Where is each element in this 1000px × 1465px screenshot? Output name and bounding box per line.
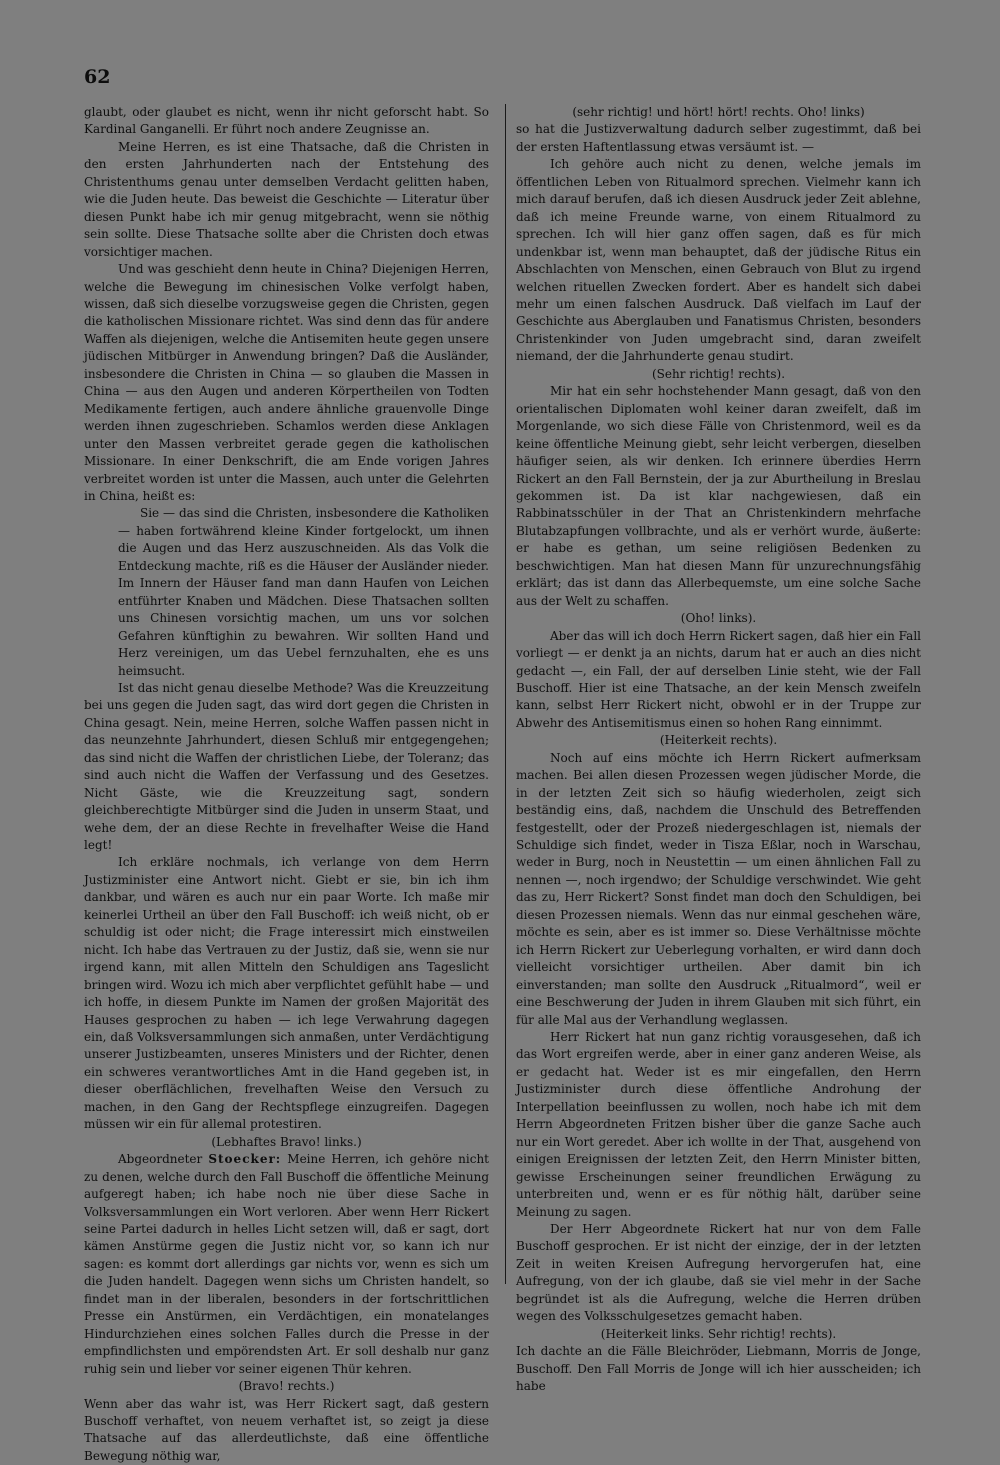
- paragraph: Meine Herren, es ist eine Thatsache, daß die Christen in den ersten Jahrhunderten nach der Entstehung des Christenthums genau unter demselben Verdacht gelitten haben, wie die Juden heute. Das beweist die Geschichte — Literatur über diesen Punkt habe ich mir genug mitgebracht, wenn sie nöthig sein sollte. Diese Thatsache sollte aber die Christen doch etwas vorsichtiger machen.: [84, 139, 489, 259]
- interjection: (Sehr richtig! rechts).: [651, 366, 786, 381]
- paragraph: Mir hat ein sehr hochstehender Mann gesagt, daß von den orientalischen Diplomaten wohl keiner daran zweifelt, daß im Morgenlande, wo sich diese Fälle von Christenmord, weil es da keine öffentliche Meinung giebt, sehr leicht verbergen, dieselben häufiger seien, als wir denken. Ich erinnere überdies Herrn Rickert an den Fall Bernstein, der ja zur Aburtheilung in Breslau gekommen ist. Da ist klar nachgewiesen, daß ein Rabbinatsschüler in der That an Christenkindern mehrfache Blutabzapfungen vollbrachte, und als er verhört wurde, äußerte: er habe es gethan, um seine religiösen Bedenken zu beschwichtigen. Man hat diesen Mann für unzurechnungsfähig erklärt; das ist dann das Allerbequemste, um eine solche Sache aus der Welt zu schaffen.: [516, 384, 921, 608]
- speaker-name: Stoecker:: [208, 1152, 282, 1167]
- right-column: [516, 104, 921, 1396]
- page-number: 62: [84, 66, 111, 88]
- paragraph: Der Herr Abgeordnete Rickert hat nur von dem Falle Buschoff gesprochen. Er ist nicht der einzige, der in der letzten Zeit in weiten Kreisen Aufregung hervorgerufen hat, eine Aufregung, von der ich glaube, daß sie viel mehr in der Sache begründet ist als die Aufregung, welche die Herren drüben wegen des Volksschulgesetzes gemacht haben.: [516, 1222, 921, 1324]
- interjection: (Lebhaftes Bravo! links.): [211, 1134, 362, 1149]
- paragraph: Herr Rickert hat nun ganz richtig vorausgesehen, daß ich das Wort ergreifen werde, aber in einer ganz anderen Weise, als er gedacht hat. Weder ist es mir eingefallen, den Herrn Justizminister durch diese öffentliche Androhung der Interpellation beeinflussen zu wollen, noch habe ich mit dem Herrn Abgeordneten Fritzen bisher über die ganze Sache auch nur ein Wort geredet. Aber ich wollte in der That, ausgehend von einigen Ereignissen der letzten Zeit, den Herrn Minister bitten, gewisse Erscheinungen seiner freundlichen Erwägung zu unterbreiten und, wenn er es für nöthig hält, darüber seine Meinung zu sagen.: [516, 1030, 921, 1219]
- paragraph: Wenn aber das wahr ist, was Herr Rickert sagt, daß gestern Buschoff verhaftet, von neuem verhaftet ist, so zeigt ja diese Thatsache auf das allerdeutlichste, daß eine öffentliche Bewegung nöthig war,: [84, 1396, 489, 1463]
- interjection: (sehr richtig! und hört! hört! rechts. Oho! links): [572, 105, 865, 119]
- paragraph: Noch auf eins möchte ich Herrn Rickert aufmerksam machen. Bei allen diesen Prozessen wegen jüdischer Morde, die in der letzten Zeit sich so häufig wiederholen, zeigt sich beständig eins, daß, nachdem die Unschuld des Betreffenden festgestellt, oder der Prozeß niedergeschlagen ist, niemals der Schuldige sich findet, weder in Tisza Eßlar, noch in Warschau, weder in Burg, noch in Neustettin — um einen ähnlichen Fall zu nennen —, noch irgendwo; der Schuldige verschwindet. Wie geht das zu, Herr Rickert? Sonst findet man doch den Schuldigen, bei diesen Prozessen niemals. Wenn das nur einmal geschehen wäre, möchte es sein, aber es ist immer so. Diese Verhältnisse möchte ich Herrn Rickert zur Ueberlegung vorhalten, er wird dann doch vielleicht vorsichtiger urtheilen. Aber damit bin ich einverstanden; man sollte den Ausdruck „Ritualmord“, weil er eine Beschwerung der Juden in ihrem Glauben mit sich führt, ein für alle Mal aus der Verhandlung weglassen.: [516, 750, 921, 1027]
- left-column: [84, 104, 489, 1465]
- paragraph: Ich erkläre nochmals, ich verlange von dem Herrn Justizminister eine Antwort nicht. Giebt er sie, bin ich ihm dankbar, und wären es auch nur ein paar Worte. Ich maße mir keinerlei Urtheil an über den Fall Buschoff: ich weiß nicht, ob er schuldig ist oder nicht; die Frage interessirt mich einstweilen nicht. Ich habe das Vertrauen zu der Justiz, daß sie, wenn sie nur irgend kann, mit allen Mitteln den Schuldigen ans Tageslicht bringen wird. Wozu ich mich aber verpflichtet gefühlt habe — und ich hoffe, in diesem Punkte im Namen der großen Majorität des Hauses gesprochen zu haben — ich lege Verwahrung dagegen ein, daß Volksversammlungen sich anmaßen, unter Verdächtigung unserer Justizbeamten, unseres Ministers und der Richter, denen ein schweres verantwortliches Amt in die Hand gegeben ist, in dieser oberflächlichen, frevelhaften Weise den Versuch zu machen, in den Gang der Rechtspflege einzugreifen. Dagegen müssen wir ein für allemal protestiren.: [84, 855, 489, 1132]
- speaker-paragraph: [84, 1151, 489, 1378]
- interjection: (Bravo! rechts.): [238, 1379, 335, 1394]
- paragraph: Ich dachte an die Fälle Bleichröder, Liebmann, Morris de Jonge, Buschoff. Den Fall Morris de Jonge will ich hier ausscheiden; ich habe: [516, 1344, 921, 1394]
- paragraph: glaubt, oder glaubet es nicht, wenn ihr nicht geforscht habt. So Kardinal Ganganelli. Er führt noch andere Zeugnisse an.: [84, 105, 489, 137]
- paragraph: Aber das will ich doch Herrn Rickert sagen, daß hier ein Fall vorliegt — er denkt ja an nichts, darum hat er auch an dies nicht gedacht —, ein Fall, der auf derselben Linie steht, wie der Fall Buschoff. Hier ist eine Thatsache, an der kein Mensch zweifeln kann, selbst Herr Rickert nicht, obwohl er in der Truppe zur Abwehr des Antisemitismus einen so hohen Rang einnimmt.: [516, 628, 921, 730]
- column-divider: [505, 104, 506, 1284]
- interjection: (Heiterkeit links. Sehr richtig! rechts).: [600, 1326, 837, 1341]
- paragraph: Ist das nicht genau dieselbe Methode? Was die Kreuzzeitung bei uns gegen die Juden sagt, das wird dort gegen die Christen in China gesagt. Nein, meine Herren, solche Waffen passen nicht in das neunzehnte Jahrhundert, diesen Schluß mir entgegengehen; das sind nicht die Waffen der christlichen Liebe, der Toleranz; das sind auch nicht die Waffen der Verfassung und des Gesetzes. Nicht Gäste, wie die Kreuzzeitung sagt, sondern gleichberechtigte Mitbürger sind die Juden in unserm Staat, und wehe dem, der an diese Rechte in frevelhafter Weise die Hand legt!: [84, 680, 489, 853]
- block-quote: Sie — das sind die Christen, insbesondere die Katholiken — haben fortwährend kleine Kinder fortgelockt, um ihnen die Augen und das Herz auszuschneiden. Als das Volk die Entdeckung machte, riß es die Häuser der Ausländer nieder. Im Innern der Häuser fand man dann Haufen von Leichen entführter Knaben und Mädchen. Diese Thatsachen sollten uns Chinesen vorsichtig machen, um uns vor solchen Gefahren künftighin zu bewahren. Wir sollten Hand und Herz vereinigen, um das Uebel fernzuhalten, ehe es uns heimsucht.: [118, 506, 489, 678]
- paragraph: so hat die Justizverwaltung dadurch selber zugestimmt, daß bei der ersten Haftentlassung etwas versäumt ist. —: [516, 122, 921, 154]
- interjection: (Oho! links).: [680, 611, 757, 626]
- speaker-title: Abgeordneter: [118, 1152, 209, 1167]
- speech-text: Meine Herren, ich gehöre nicht zu denen, welche durch den Fall Buschoff die öffentliche Meinung aufgeregt haben; ich habe noch nie über diese Sache in Volksversammlungen ein Wort verloren. Aber wenn Herr Rickert seine Partei dadurch in helles Licht setzen will, daß er sagt, dort kämen Anstürme gegen die Justiz nicht vor, so kann ich nur sagen: es kommt dort allerdings gar nichts vor, wenn es sich um die Juden handelt. Dagegen wenn sichs um Christen handelt, so findet man in der liberalen, besonders in der fortschrittlichen Presse ein Anstürmen, ein Verdächtigen, ein monatelanges Hindurchziehen eines solchen Falles durch die Presse in der empfindlichsten und empörendsten Art. Er soll deshalb nur ganz ruhig sein und lieber vor seiner eigenen Thür kehren.: [84, 1152, 490, 1376]
- paragraph: Und was geschieht denn heute in China? Diejenigen Herren, welche die Bewegung im chinesischen Volke verfolgt haben, wissen, daß sich dieselbe vorzugsweise gegen die Christen, gegen die katholischen Missionare richtet. Was sind denn das für andere Waffen als diejenigen, welche die Antisemiten heute gegen unsere jüdischen Mitbürger in Anwendung bringen? Daß die Ausländer, insbesondere die Christen in China — so glauben die Massen in China — aus den Augen und anderen Körpertheilen von Todten Medikamente fertigen, auch andere ähnliche grauenvolle Dinge werden ihnen zugeschrieben. Schamlos werden diese Anklagen unter den Massen verbreitet gerade gegen die katholischen Missionare. In einer Denkschrift, die am Ende vorigen Jahres verbreitet worden ist unter die Massen, auch unter die Gelehrten in China, heißt es:: [84, 262, 489, 503]
- interjection: (Heiterkeit rechts).: [659, 733, 778, 748]
- paragraph: Ich gehöre auch nicht zu denen, welche jemals im öffentlichen Leben von Ritualmord sprechen. Vielmehr kann ich mich darauf berufen, daß ich diesen Ausdruck jeder Zeit ablehne, daß ich meine Freunde warne, von einem Ritualmord zu sprechen. Ich will hier ganz offen sagen, daß es für mich undenkbar ist, wenn man behauptet, daß der jüdische Ritus ein Abschlachten von Menschen, einen Gebrauch von Blut zu irgend welchen rituellen Zwecken fordert. Aber es handelt sich dabei mehr um einen falschen Ausdruck. Daß vielfach im Lauf der Geschichte aus Aberglauben und Fanatismus Christen, besonders Christenkinder von Juden umgebracht sind, daran zweifelt niemand, der die Jahrhunderte genau studirt.: [516, 157, 921, 364]
